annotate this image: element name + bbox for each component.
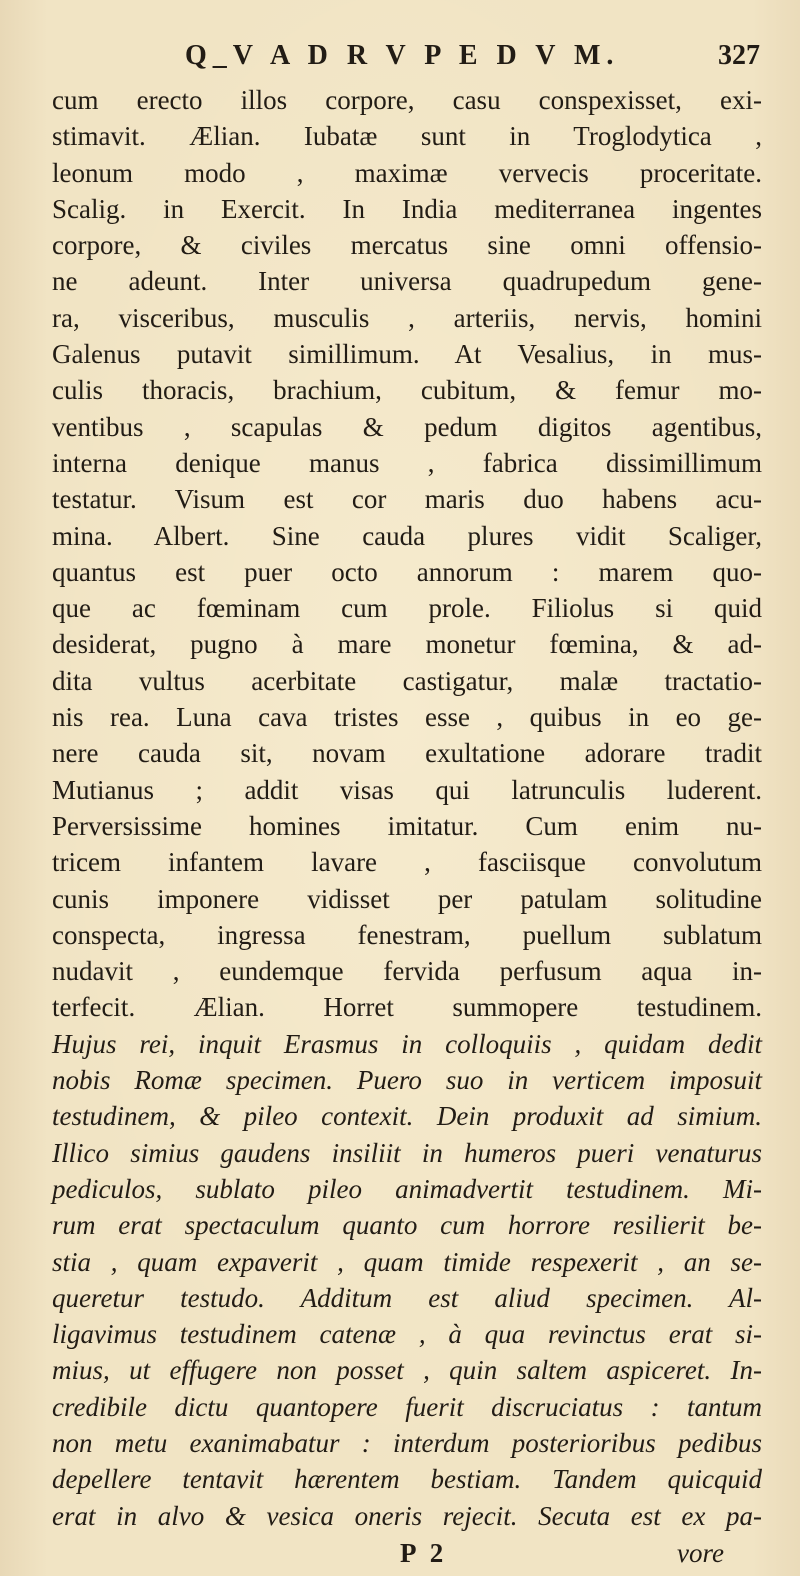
text-line: Mutianus ; addit visas qui latrunculis luderent. <box>52 774 762 805</box>
text-line: quantus est puer octo annorum : marem quo- <box>52 556 762 587</box>
text-line: nere cauda sit, novam exultatione adorare tradit <box>52 738 762 769</box>
italic-quote-line: credibile dictu quantopere fuerit discruciatus : tantum <box>52 1391 762 1422</box>
text-line: ne adeunt. Inter universa quadrupedum gene- <box>52 266 762 297</box>
italic-quote-line: nobis Romæ specimen. Puero suo in verticem imposuit <box>52 1065 762 1096</box>
text-line: que ac fœminam cum prole. Filiolus si quid <box>52 593 762 624</box>
text-line: cunis imponere vidisset per patulam solitudine <box>52 883 762 914</box>
italic-quote-line: pediculos, sublato pileo animadvertit testudinem. Mi- <box>52 1173 762 1204</box>
page-footer <box>0 1538 800 1570</box>
text-line: nis rea. Luna cava tristes esse , quibus in eo ge- <box>52 702 762 733</box>
text-line: cum erecto illos corpore, casu conspexisset, exi- <box>52 85 762 115</box>
text-line: interna denique manus , fabrica dissimillimum <box>52 447 762 478</box>
text-line: stimavit. Ælian. Iubatæ sunt in Troglodytica , <box>52 121 762 152</box>
text-line: corpore, & civiles mercatus sine omni offensio- <box>52 230 762 261</box>
text-line: ventibus , scapulas & pedum digitos agentibus, <box>52 411 762 442</box>
italic-quote-line: erat in alvo & vesica oneris rejecit. Secuta est ex pa- <box>52 1500 762 1531</box>
text-line: culis thoracis, brachium, cubitum, & femur mo- <box>52 375 762 406</box>
text-line: terfecit. Ælian. Horret summopere testudinem. <box>52 992 762 1023</box>
text-line: desiderat, pugno à mare monetur fœmina, & ad- <box>52 629 762 660</box>
text-line: Perversissime homines imitatur. Cum enim nu- <box>52 810 762 841</box>
text-line: testatur. Visum est cor maris duo habens acu- <box>52 484 762 515</box>
catchword: vore <box>677 1538 724 1568</box>
text-line: leonum modo , maximæ vervecis proceritate. <box>52 157 762 188</box>
text-line: ra, visceribus, musculis , arteriis, nervis, homini <box>52 302 762 333</box>
text-line: mina. Albert. Sine cauda plures vidit Scaliger, <box>52 520 762 551</box>
italic-quote-line: non metu exanimabatur : interdum posterioribus pedibus <box>52 1427 762 1458</box>
text-line: tricem infantem lavare , fasciisque convolutum <box>52 847 762 878</box>
italic-quote-line: ligavimus testudinem catenæ , à qua revinctus erat si- <box>52 1319 762 1350</box>
italic-quote-line: queretur testudo. Additum est aliud specimen. Al- <box>52 1282 762 1313</box>
text-line: dita vultus acerbitate castigatur, malæ tractatio- <box>52 665 762 696</box>
italic-quote-line: depellere tentavit hærentem bestiam. Tandem quicquid <box>52 1464 762 1495</box>
text-line: nudavit , eundemque fervida perfusum aqua in- <box>52 956 762 987</box>
signature-mark: P 2 <box>400 1538 448 1568</box>
italic-quote-line: mius, ut effugere non posset , quin saltem aspiceret. In- <box>52 1355 762 1386</box>
italic-quote-line: Illico simius gaudens insiliit in humeros pueri venaturus <box>52 1137 762 1168</box>
page-number: 327 <box>718 40 760 71</box>
page-header <box>60 40 760 80</box>
text-line: conspecta, ingressa fenestram, puellum sublatum <box>52 919 762 950</box>
italic-quote-line: rum erat spectaculum quanto cum horrore resilierit be- <box>52 1210 762 1241</box>
body-text <box>52 82 762 1534</box>
italic-quote-line: Hujus rei, inquit Erasmus in colloquiis , quidam dedit <box>52 1028 762 1059</box>
italic-quote-line: testudinem, & pileo contexit. Dein produxit ad simium. <box>52 1101 762 1132</box>
italic-quote-line: stia , quam expaverit , quam timide respexerit , an se- <box>52 1246 762 1277</box>
running-title: Q_V A D R V P E D V M. <box>185 40 620 71</box>
text-line: Scalig. in Exercit. In India mediterranea ingentes <box>52 193 762 224</box>
text-line: Galenus putavit simillimum. At Vesalius, in mus- <box>52 339 762 370</box>
